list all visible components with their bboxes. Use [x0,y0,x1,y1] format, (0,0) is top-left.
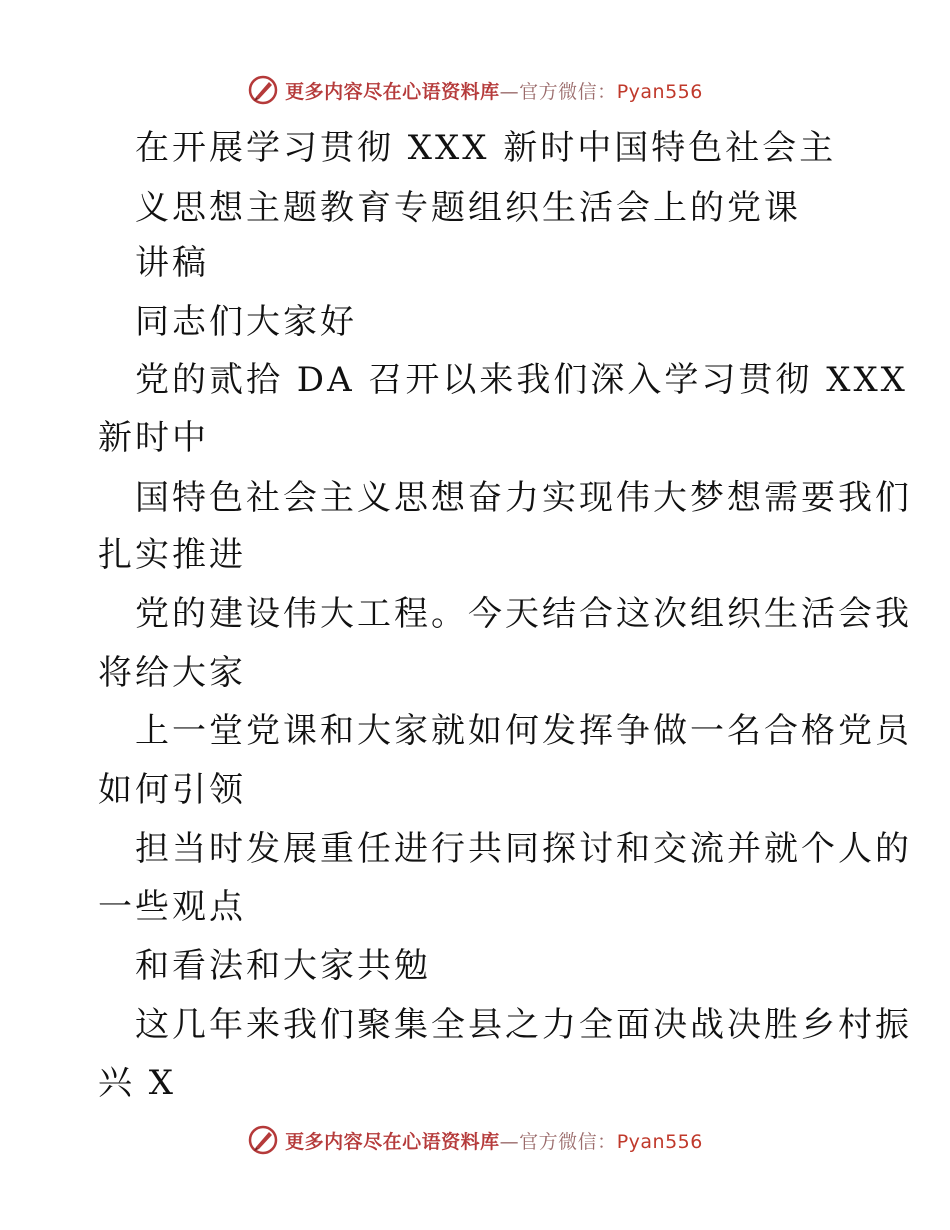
watermark-main-text: 更多内容尽在心语资料库 [285,1130,500,1153]
paragraph-line: 新时中 [98,418,209,458]
quill-pen-logo-icon [247,74,279,106]
watermark-sub-text: 官方微信： [519,80,617,103]
paragraph-line: 国特色社会主义思想奋力实现伟大梦想需要我们 [135,478,912,518]
paragraph-line: 党的贰拾 DA 召开以来我们深入学习贯彻 XXX [135,360,908,400]
watermark-main-text: 更多内容尽在心语资料库 [285,80,500,103]
watermark-sub-text: 官方微信： [519,1130,617,1153]
watermark-separator: — [499,1130,520,1153]
title-line-1: 在开展学习贯彻 XXX 新时中国特色社会主 [135,128,837,168]
header-watermark [0,72,950,108]
quill-pen-logo-icon [247,1124,279,1156]
paragraph-line: 一些观点 [98,887,246,927]
paragraph-line: 和看法和大家共勉 [135,946,431,986]
paragraph-line: 担当时发展重任进行共同探讨和交流并就个人的 [135,829,912,869]
title-line-3: 讲稿 [135,243,209,283]
paragraph-line: 党的建设伟大工程。今天结合这次组织生活会我 [135,594,912,634]
paragraph-line: 扎实推进 [98,535,246,575]
paragraph-line: 将给大家 [98,653,246,693]
title-line-2: 义思想主题教育专题组织生活会上的党课 [135,188,801,228]
paragraph-line: 这几年来我们聚集全县之力全面决战决胜乡村振 [135,1005,912,1045]
paragraph-line: 兴 X [98,1063,177,1103]
watermark-separator: — [499,80,520,103]
paragraph-line: 上一堂党课和大家就如何发挥争做一名合格党员 [135,711,912,751]
watermark-wechat-id: Pyan556 [616,1130,703,1153]
footer-watermark [0,1122,950,1158]
greeting-line: 同志们大家好 [135,302,357,342]
watermark-wechat-id: Pyan556 [616,80,703,103]
paragraph-line: 如何引领 [98,770,246,810]
